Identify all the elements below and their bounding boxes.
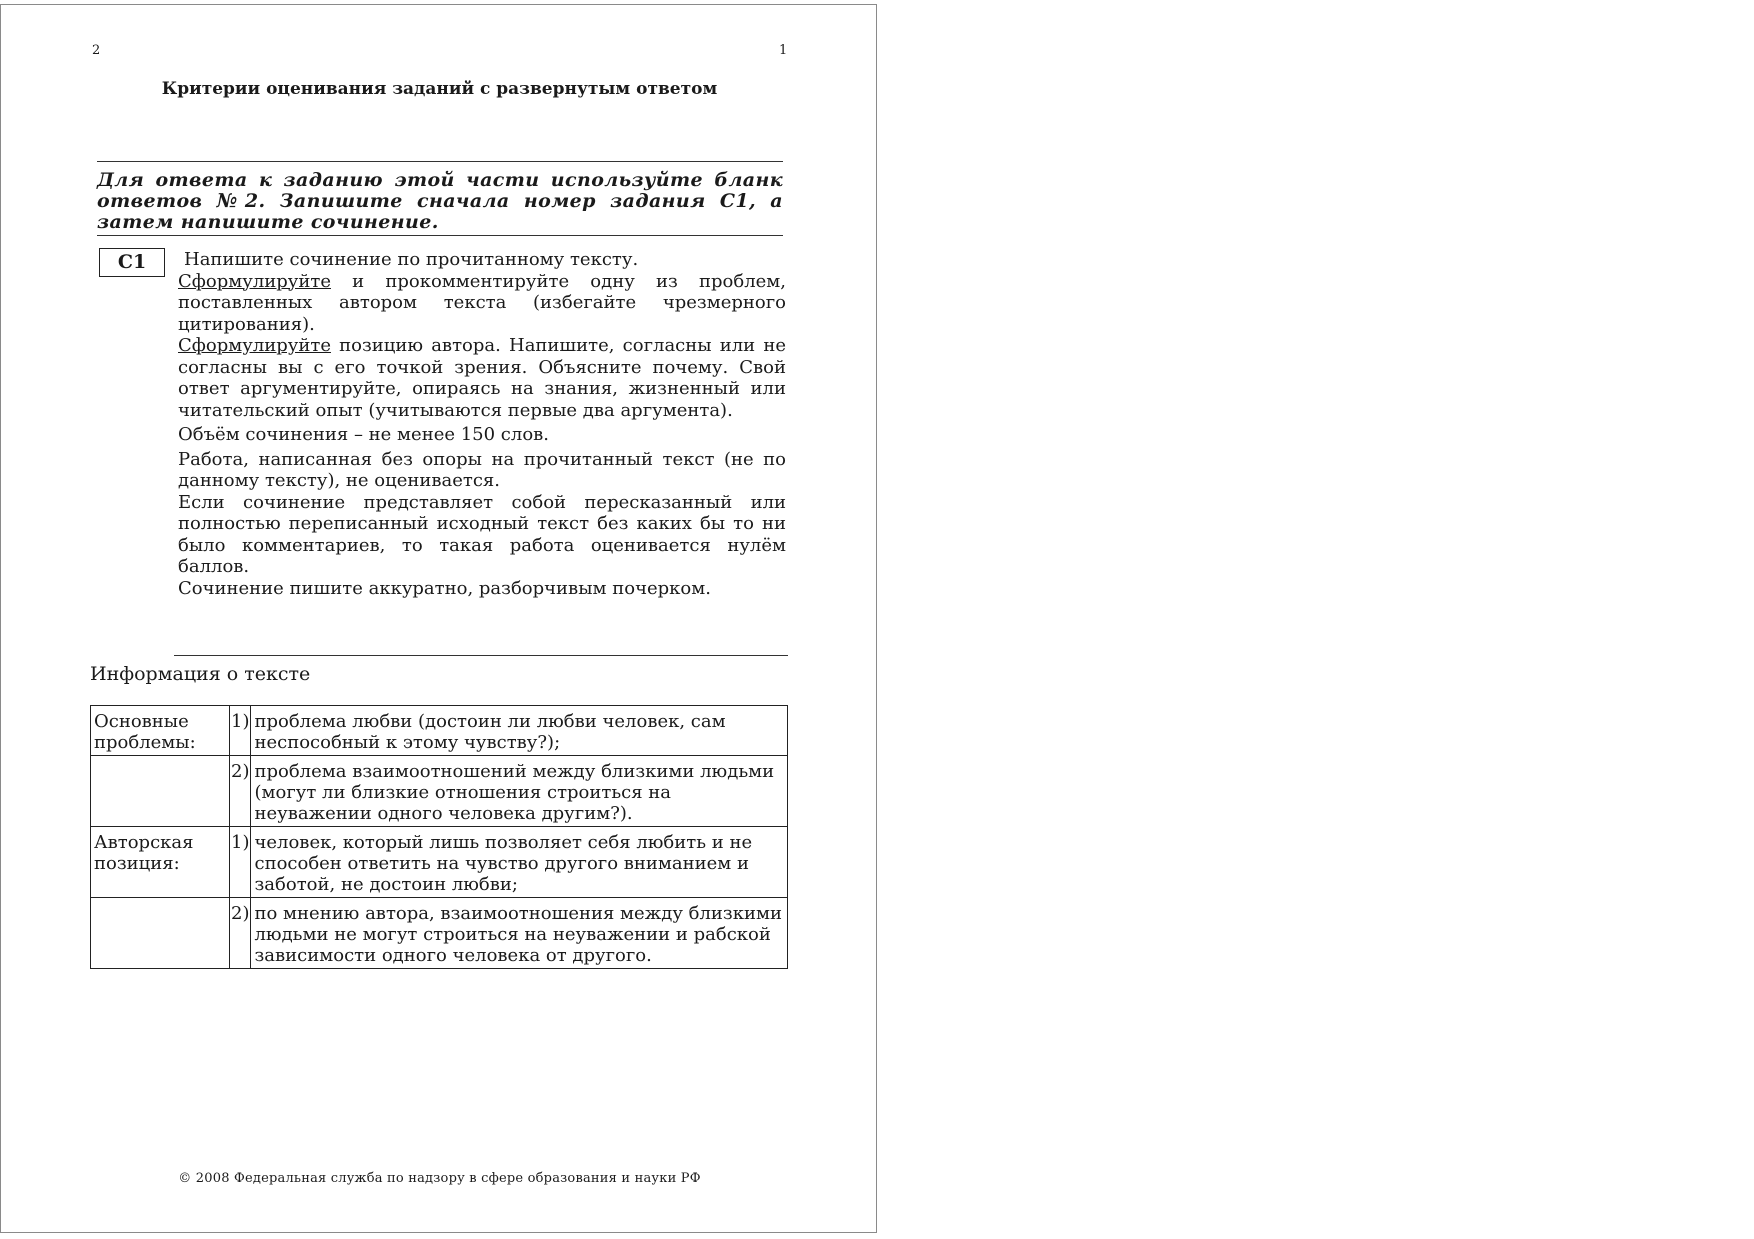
row-number: 1)	[230, 706, 251, 756]
row-label	[91, 756, 230, 827]
table-row	[91, 827, 788, 898]
task-paragraph-6: Если сочинение представляет собой пересказанный или полностью переписанный исходный текст без каких бы то ни было комментариев, то такая работа оценивается нулём баллов.	[178, 491, 786, 577]
task-paragraph-2-text: и прокомментируйте одну из проблем, поставленных автором текста (избегайте чрезмерного цитирования).	[178, 270, 786, 335]
row-text: проблема любви (достоин ли любви человек, сам неспособный к этому чувству?);	[251, 706, 788, 756]
info-title: Информация о тексте	[90, 663, 311, 685]
table-row	[91, 706, 788, 756]
page-number-right: 1	[779, 43, 788, 58]
section-divider	[174, 655, 788, 656]
task-paragraph-4: Объём сочинения – не менее 150 слов.	[178, 424, 550, 445]
task-paragraph-7: Сочинение пишите аккуратно, разборчивым почерком.	[178, 577, 711, 599]
row-label	[91, 898, 230, 969]
task-paragraph-1: Напишите сочинение по прочитанному тексту.	[184, 249, 639, 270]
row-label: Авторская позиция:	[91, 827, 230, 898]
task-text	[178, 249, 786, 599]
task-label-box: С1	[99, 248, 165, 277]
row-text: проблема взаимоотношений между близкими людьми (могут ли близкие отношения строиться на неуважении одного человека другим?).	[251, 756, 788, 827]
copyright-footer: © 2008 Федеральная служба по надзору в сфере образования и науки РФ	[178, 1171, 701, 1186]
row-number: 1)	[230, 827, 251, 898]
table-row	[91, 898, 788, 969]
document-page	[0, 4, 877, 1233]
page-title: Критерии оценивания заданий с развернутым ответом	[161, 79, 718, 99]
task-keyword: Сформулируйте	[178, 270, 331, 292]
page-number-left: 2	[92, 43, 101, 58]
task-paragraph-3	[178, 335, 786, 421]
table-row	[91, 756, 788, 827]
task-keyword: Сформулируйте	[178, 335, 331, 356]
task-paragraph-5: Работа, написанная без опоры на прочитанный текст (не по данному тексту), не оценивается.	[178, 448, 786, 491]
row-text: по мнению автора, взаимоотношения между близкими людьми не могут строиться на неуважении и рабской зависимости одного человека от другого.	[251, 898, 788, 969]
row-label: Основные проблемы:	[91, 706, 230, 756]
row-number: 2)	[230, 898, 251, 969]
instruction-block: Для ответа к заданию этой части используйте бланк ответов №2. Запишите сначала номер задания С1, а затем напишите сочинение.	[97, 161, 783, 236]
task-paragraph-3-text: позицию автора. Напишите, согласны или не согласны вы с его точкой зрения. Объясните почему. Свой ответ аргументируйте, опираясь на знания, жизненный или читательский опыт (учитываются первые два аргумента).	[178, 335, 786, 421]
info-table	[90, 705, 788, 969]
task-paragraph-2	[178, 271, 786, 336]
row-number: 2)	[230, 756, 251, 827]
row-text: человек, который лишь позволяет себя любить и не способен ответить на чувство другого вниманием и заботой, не достоин любви;	[251, 827, 788, 898]
